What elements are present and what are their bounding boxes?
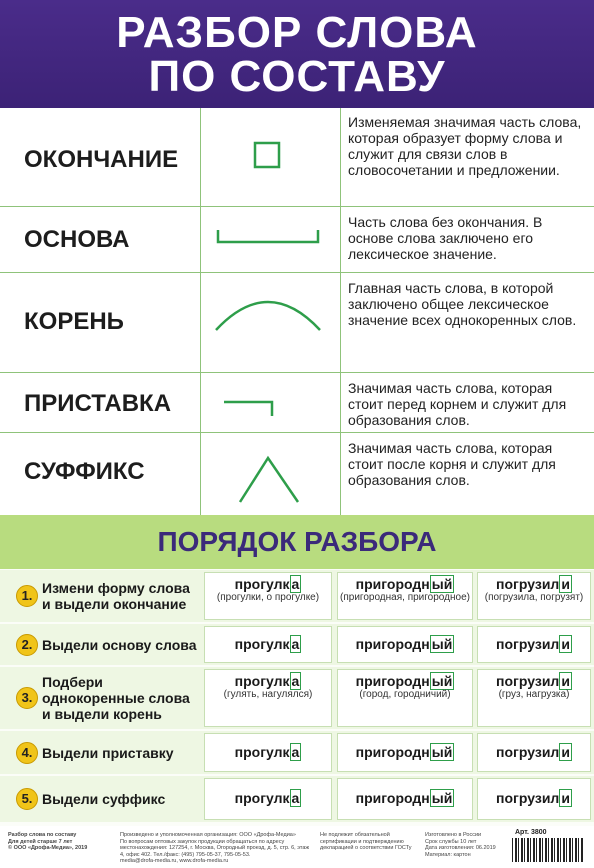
example-cell	[337, 626, 473, 663]
word-ending: ый	[431, 635, 453, 652]
example-cell	[204, 572, 332, 620]
step-number: 2.	[16, 634, 38, 656]
example-cell	[337, 778, 473, 820]
example-word	[205, 673, 331, 689]
step-number: 4.	[16, 742, 38, 764]
word-ending: ый	[431, 673, 453, 689]
example-cell	[204, 669, 332, 727]
definition-row	[0, 432, 594, 515]
step-number: 3.	[16, 687, 38, 709]
step-label: Выдели основу слова	[42, 636, 197, 653]
row-divider	[0, 432, 594, 433]
divider	[340, 108, 341, 515]
word-stem: прогулк	[234, 673, 290, 689]
word-ending: и	[561, 790, 570, 806]
definition-term: СУФФИКС	[24, 458, 145, 485]
word-stem: пригородн	[355, 790, 430, 806]
example-cell	[204, 778, 332, 820]
word-stem: прогулк	[234, 743, 290, 760]
example-word	[478, 744, 590, 760]
word-stem: пригородн	[355, 635, 430, 652]
word-stem: прогулк	[234, 635, 290, 652]
header-banner	[0, 0, 594, 108]
word-ending: а	[291, 635, 300, 652]
word-ending: а	[291, 576, 300, 592]
word-stem: погрузил	[496, 790, 560, 806]
example-cell	[477, 778, 591, 820]
example-cell	[477, 572, 591, 620]
word-stem: погрузил	[496, 673, 560, 689]
example-forms: (груз, нагрузка)	[498, 689, 570, 700]
word-ending: а	[291, 790, 300, 806]
step-row	[0, 776, 594, 822]
definition-text: Главная часть слова, в которой заключено общее лексическое значение всех однокоренных слов.	[348, 280, 577, 328]
example-word	[338, 790, 472, 806]
step-label: Подбери однокоренные слова и выдели корень	[42, 674, 190, 722]
definition-row	[0, 108, 594, 206]
step-number: 5.	[16, 788, 38, 810]
example-forms: (погрузила, погрузят)	[484, 592, 584, 603]
word-ending: а	[291, 743, 300, 760]
step-label: Выдели суффикс	[42, 791, 166, 807]
word-stem: пригородн	[355, 673, 430, 689]
barcode	[512, 838, 584, 862]
word-ending: ый	[431, 576, 453, 592]
word-stem: пригородн	[355, 743, 430, 760]
title-line-2: ПО СОСТАВУ	[148, 52, 446, 101]
example-word	[478, 636, 590, 652]
word-stem: прогулк	[234, 790, 290, 806]
step-label: Выдели приставку	[42, 744, 174, 761]
example-word	[478, 576, 590, 592]
word-stem: погрузил	[496, 576, 560, 592]
example-cell	[477, 626, 591, 663]
word-stem: погрузил	[496, 635, 560, 652]
example-cell	[337, 669, 473, 727]
word-ending: и	[561, 743, 570, 760]
example-word	[338, 744, 472, 760]
example-cell	[337, 733, 473, 772]
definition-term: КОРЕНЬ	[24, 308, 124, 335]
arc-icon	[200, 272, 340, 377]
row-divider	[0, 272, 594, 273]
word-ending: ый	[431, 743, 453, 760]
step-row	[0, 624, 594, 665]
step-row	[0, 731, 594, 774]
definition-term: ОКОНЧАНИЕ	[24, 146, 179, 173]
footer-col-3: Не подлежит обязательной сертификации и подтверждению декларацией о соответствии ГОСТу	[320, 832, 412, 851]
step-number: 1.	[16, 585, 38, 607]
definition-term: ОСНОВА	[24, 226, 130, 253]
corner-icon	[200, 372, 340, 437]
square-icon	[200, 108, 340, 211]
example-cell	[337, 572, 473, 620]
step-row	[0, 570, 594, 622]
example-cell	[204, 626, 332, 663]
example-word	[338, 576, 472, 592]
caret-icon	[200, 432, 340, 520]
example-cell	[477, 733, 591, 772]
example-word	[478, 673, 590, 689]
order-banner	[0, 515, 594, 569]
example-word	[478, 790, 590, 806]
definition-row	[0, 206, 594, 272]
word-ending: и	[561, 673, 570, 689]
example-word	[205, 790, 331, 806]
example-forms: (город, городничий)	[359, 689, 451, 700]
word-ending: ый	[431, 790, 453, 806]
example-cell	[477, 669, 591, 727]
word-stem: прогулк	[234, 576, 290, 592]
title-line-1: РАЗБОР СЛОВА	[116, 8, 478, 57]
definition-term: ПРИСТАВКА	[24, 390, 172, 417]
definition-row	[0, 372, 594, 432]
definition-text: Часть слова без окончания. В основе слова заключено его лексическое значение.	[348, 214, 543, 262]
example-forms: (пригородная, пригородное)	[340, 592, 470, 603]
row-divider	[0, 206, 594, 207]
example-forms: (прогулки, о прогулке)	[216, 592, 320, 603]
example-word	[338, 673, 472, 689]
word-ending: и	[561, 635, 570, 652]
article-number: Арт. 3800	[515, 829, 547, 836]
example-word	[205, 576, 331, 592]
example-word	[205, 744, 331, 760]
definition-text: Значимая часть слова, которая стоит после корня и служит для образования слов.	[348, 440, 556, 488]
example-forms: (гулять, нагулялся)	[223, 689, 313, 700]
word-stem: погрузил	[496, 743, 560, 760]
order-title: ПОРЯДОК РАЗБОРА	[157, 526, 437, 557]
example-word	[338, 636, 472, 652]
definition-text: Значимая часть слова, которая стоит перед корнем и служит для образования слов.	[348, 380, 567, 428]
word-stem: пригородн	[355, 576, 430, 592]
footer-col-4: Изготовлено в России Срок службы 10 лет Дата изготовления: 06.2019 Материал: картон	[425, 832, 496, 858]
row-divider	[0, 372, 594, 373]
step-row	[0, 667, 594, 729]
footer-col-2: Произведено и уполномоченная организация: ООО «Дрофа-Медиа» По вопросам оптовых закупок продукции обращаться по адресу местонахождения: 127254, г. Москва, Огородный проезд, д. 5, стр. 6, этаж 4, офис 402. Тел./факс: (495) 795-05-37, 795-05-53. media@drofa-media.ru, www.drofa-media.ru	[120, 832, 310, 864]
footer-col-1: Разбор слова по составу Для детей старше 7 лет © ООО «Дрофа-Медиа», 2019	[8, 832, 88, 851]
word-ending: а	[291, 673, 300, 689]
definition-text: Изменяемая значимая часть слова, которая образует форму слова и служит для связи слов в словосочетании и предложении.	[348, 114, 582, 178]
definition-row	[0, 272, 594, 372]
example-cell	[204, 733, 332, 772]
divider	[200, 108, 201, 515]
example-word	[205, 636, 331, 652]
step-label: Измени форму слова и выдели окончание	[42, 580, 190, 612]
bracket-icon	[200, 206, 340, 277]
word-ending: и	[561, 576, 570, 592]
